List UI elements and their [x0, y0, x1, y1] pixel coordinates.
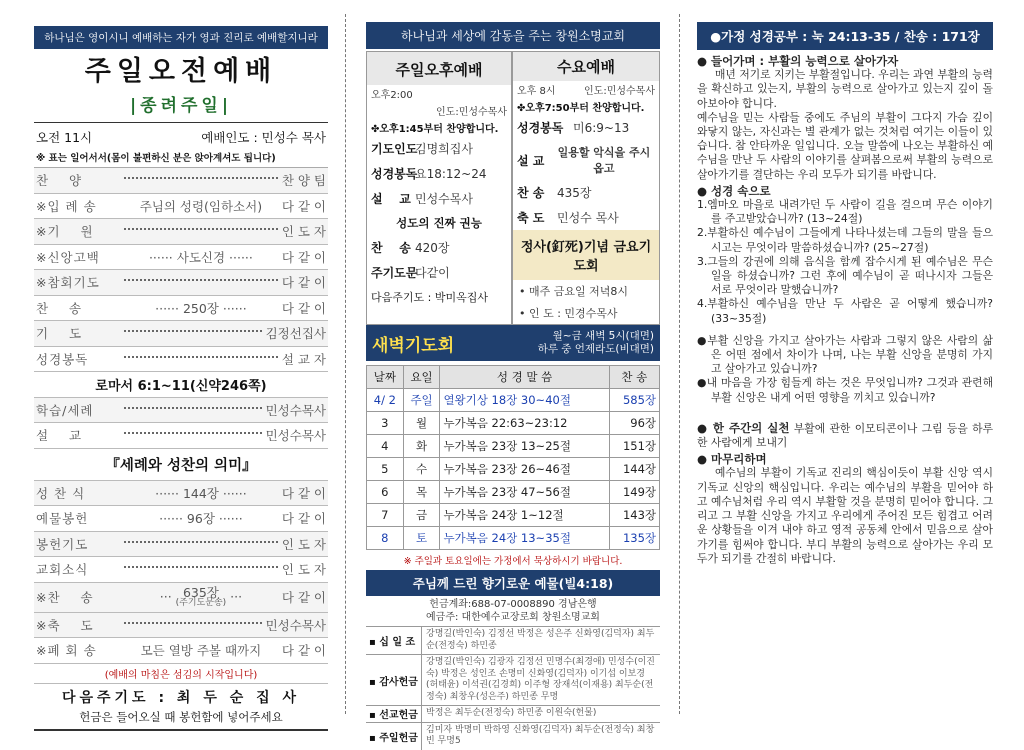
- study-question: 1.엠마오 마을로 내려가던 두 사람이 길을 걸으며 무슨 이야기를 주고받았습니까? (13~24절): [697, 198, 993, 226]
- order-item: 봉헌기도 인 도 자: [34, 532, 328, 558]
- afternoon-theme: 성도의 진짜 권능: [396, 216, 482, 230]
- scripture-heading: ● 성경 속으로: [697, 183, 771, 198]
- practice-heading: ● 한 주간의 실천: [697, 420, 790, 435]
- bible-study-column: [697, 14, 993, 566]
- table-row: 6 목 누가복음 23장 47~56절 149장: [367, 481, 660, 504]
- offering-banner: 주님께 드린 향기로운 예물(빌4:18): [366, 570, 660, 596]
- study-question: 2.부활하신 예수님이 그들에게 나타나셨는데 그들의 말을 들으시고는 무엇이라 말씀하셨습니까? (25~27절): [697, 226, 993, 254]
- afternoon-service-box: 주일오후예배 오후2:00 인도:민성수목사 ✤오후1:45부터 찬양합니다. 기도인도 김명희집사 성경봉독 요18:12~24 설 교 민성수목사 성도의 진짜 권능 찬 송 420장 주기도문 다같이 다음주기도 : 박미옥집사: [366, 51, 512, 325]
- table-header: 요일: [403, 366, 440, 389]
- next-prayer: 다음주기도 : 최 두 순 집 사: [61, 689, 301, 706]
- dawn-prayer-header: 새벽기도회 월~금 새벽 5시(대면) 하루 중 언제라도(비대면): [366, 325, 660, 361]
- service-info: [34, 123, 328, 149]
- offering-row: ▪ 감사헌금 강명길(박인숙) 김광자 김정선 민명수(최경애) 민성수(이진숙) 박정은 성인조 손명미 신화영(김덕자) 이기섭 이보경(허태윤) 이석권(김경희) 이주형 장재석(이재용) 최두순(전정숙) 최창우(성은주) 하민종 무명: [366, 654, 660, 705]
- sermon-title: 『세례와 성찬의 의미』: [34, 449, 328, 481]
- order-item: ※찬 송 ··· 635장 (주기도문송) ··· 다 같 이: [34, 583, 328, 613]
- afternoon-title: 주일오후예배: [367, 52, 511, 85]
- scripture-heading: 로마서 6:1~11(신약246쪽): [34, 372, 328, 398]
- bank-account: 헌금계좌:688-07-0008890 경남은행 예금주: 대한예수교장로회 창원소명교회: [426, 599, 600, 623]
- table-header: 찬 송: [609, 366, 659, 389]
- order-item: 교회소식 인 도 자: [34, 557, 328, 583]
- friday-prayer-title: 정사(釘死)기념 금요기도회: [513, 230, 659, 280]
- service-time: 오전 11시: [36, 130, 93, 145]
- table-row: 5 수 누가복음 23장 26~46절 144장: [367, 458, 660, 481]
- table-row: 4 화 누가복음 23장 13~25절 151장: [367, 435, 660, 458]
- dawn-prayer-schedule: [366, 365, 660, 550]
- offering-row: ▪ 십 일 조 강명길(박인숙) 김정선 박정은 성은주 신화영(김덕자) 최두순(전정숙) 하민종: [366, 626, 660, 654]
- church-banner: 하나님과 세상에 감동을 주는 창원소명교회: [366, 22, 660, 49]
- order-item: ※폐 회 송 모든 열방 주볼 때까지 다 같 이: [34, 638, 328, 664]
- wednesday-service-box: 수요예배 오후 8시 인도:민성수목사 ✤오후7:50부터 찬양합니다. 성경봉독 미6:9~13 설 교 일용할 악식을 주시옵고 찬 송 435장 축 도 민성수 목사 정사(釘死)기념 금요기도회 • 매주 금요일 저녁8시 • 인 도 : 민경수목사: [512, 51, 660, 325]
- motto-banner: 하나님은 영이시니 예배하는 자가 영과 진리로 예배할지니라: [34, 26, 328, 49]
- closing-paragraph: 예수님의 부활이 기독교 진리의 핵심이듯이 부활 신앙 역시 기독교 신앙의 핵심입니다. 우리는 예수님의 부활을 믿어야 하고 예수님처럼 우리 역시 부활할 것을 분명히 믿어야 합니다. 그리고 그 부활 신앙을 가지고 우리에게 주어진 모든 힘겹고 어려운 상황들을 이겨 내야 하고 영적 공동체 안에서 믿음으로 살아가기를 힘써야 합니다. 부디 부활의 능력으로 살아가는 우리 모두가 되기를 간절히 바랍니다.: [697, 466, 993, 565]
- subtitle: |종려주일|: [129, 96, 233, 116]
- order-item: 찬 송 ······ 250장 ······ 다 같 이: [34, 296, 328, 322]
- table-row: 3 월 누가복음 22:63~23:12 96장: [367, 412, 660, 435]
- column-divider: [679, 14, 680, 714]
- table-header: 성 경 말 씀: [440, 366, 609, 389]
- offering-note: 헌금은 들어오실 때 봉헌함에 넣어주세요: [34, 709, 328, 731]
- intro-paragraph: 매년 저기로 지키는 부활절입니다. 우리는 과연 부활의 능력을 확신하고 있는지, 부활의 능력으로 살아가고 있는지 깊이 돌아보아야 합니다.: [697, 68, 993, 110]
- wednesday-title: 수요예배: [513, 52, 659, 81]
- application-question: ●내 마음을 가장 힘들게 하는 것은 무엇입니까? 그것과 관련해 부활 신앙은 내게 어떤 영향을 끼치고 있습니까?: [697, 376, 993, 404]
- practice-text: 부활에 관한 이모티콘이나 그림 등을 하루 한 사람에게 보내기: [697, 421, 994, 450]
- order-item: 학습/세례 민성수목사: [34, 398, 328, 424]
- page-title: 주일오전예배: [84, 56, 278, 87]
- order-item: 설 교 민성수목사: [34, 423, 328, 449]
- order-item: ※참회기도 다 같 이: [34, 270, 328, 296]
- afternoon-column: [366, 14, 660, 750]
- offering-row: ▪ 선교헌금 박정은 최두순(전정숙) 하민종 이원숙(헌물): [366, 705, 660, 722]
- service-leader: 예배인도 : 민성수 목사: [201, 130, 326, 145]
- order-item: 성경봉독 설 교 자: [34, 347, 328, 373]
- study-question: 4.부활하신 예수님을 만난 두 사람은 곧 어떻게 했습니까? (33~35절): [697, 297, 993, 325]
- standing-notice: ※ 표는 일어서서(몸이 불편하신 분은 앉아계셔도 됩니다): [34, 149, 328, 168]
- table-header: 날짜: [367, 366, 404, 389]
- closing-heading: ● 마무리하며: [697, 452, 767, 467]
- bible-study-banner: ●가정 성경공부 : 눅 24:13-35 / 찬송 : 171장: [697, 22, 993, 50]
- intro-heading: ● 들어가며 : 부활의 능력으로 살아가자: [697, 54, 899, 68]
- order-item: ※축 도 민성수목사: [34, 613, 328, 639]
- column-divider: [345, 14, 346, 714]
- order-item: 예물봉헌 ······ 96장 ······ 다 같 이: [34, 506, 328, 532]
- order-item: 기 도 김정선집사: [34, 321, 328, 347]
- intro-paragraph-2: 예수님을 믿는 사람들 중에도 주님의 부활이 그다지 가슴 깊이 와닿지 않는, 자신과는 별 관계가 없는 것처럼 여기는 이들이 있습니다. 참 안타까운 일입니다. 오늘 말씀에 나오는 부활하신 예수님을 만난 두 사람의 이야기를 살펴봄으로써 부활의 능력으로 살아가기를 결단하는 우리 모두가 되기를 바랍니다.: [697, 110, 993, 181]
- order-item: 성 찬 식 ······ 144장 ······ 다 같 이: [34, 481, 328, 507]
- schedule-note: ※ 주일과 토요일에는 가정에서 묵상하시기 바랍니다.: [403, 556, 623, 567]
- table-row: 4/ 2 주일 열왕기상 18장 30~40절 585장: [367, 389, 660, 412]
- order-item: ※입 례 송 주님의 성령(임하소서) 다 같 이: [34, 194, 328, 220]
- order-item: ※기 원 인 도 자: [34, 219, 328, 245]
- order-item: ※신앙고백 ······ 사도신경 ······ 다 같 이: [34, 245, 328, 271]
- order-item: 찬 양 찬 양 팀: [34, 168, 328, 194]
- morning-worship-column: [34, 14, 328, 731]
- application-question: ●부활 신앙을 가지고 살아가는 사람과 그렇지 않은 사람의 삶은 어떤 점에서 차이가 나며, 나는 부활 신앙을 분명히 가지고 살아가고 있습니까?: [697, 333, 993, 376]
- table-row: 8 토 누가복음 24장 13~35절 135장: [367, 527, 660, 550]
- offering-row: ▪ 주일헌금 김미자 박명미 박하영 신화영(김덕자) 최두순(전정숙) 최창빈 무명5: [366, 722, 660, 750]
- table-row: 7 금 누가복음 24장 1~12절 143장: [367, 504, 660, 527]
- study-question: 3.그들의 강권에 의해 음식을 함께 잡수시게 된 예수님은 무슨 일을 하셨습니까? 그런 후에 예수님이 곧 떠나시자 그들은 서로 무엇이라 말했습니까?: [697, 254, 993, 297]
- closing-note: (예배의 마침은 섬김의 시작입니다): [34, 664, 328, 684]
